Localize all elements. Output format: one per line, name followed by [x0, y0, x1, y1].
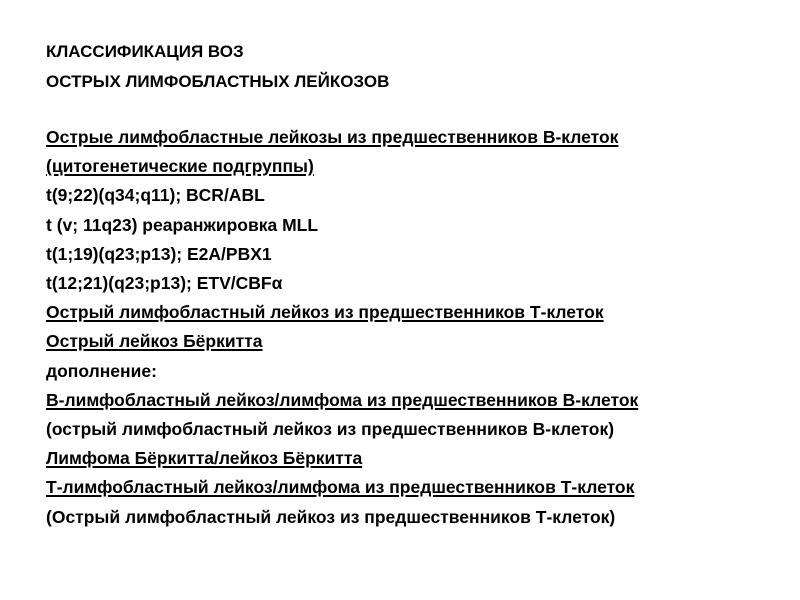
body-line: (острый лимфобластный лейкоз из предшественников В-клеток)	[46, 419, 615, 440]
body-line: t (v; 11q23) реаранжировка MLL	[46, 214, 319, 235]
body-line: Острый лейкоз Бёркитта	[46, 331, 263, 352]
body-line: Острые лимфобластные лейкозы из предшественников В-клеток	[46, 127, 619, 147]
title-line-2: ОСТРЫХ ЛИМФОБЛАСТНЫХ ЛЕЙКОЗОВ	[46, 72, 390, 91]
body-line: t(12;21)(q23;p13); ETV/CBFα	[46, 273, 283, 294]
body-line: Т-лимфобластный лейкоз/лимфома из предшественников Т-клеток	[46, 477, 635, 498]
body-line: В-лимфобластный лейкоз/лимфома из предшественников В-клеток	[46, 389, 639, 410]
body-line: (Острый лимфобластный лейкоз из предшественников Т-клеток)	[46, 506, 616, 527]
body-line: t(9;22)(q34;q11); BCR/ABL	[46, 185, 265, 206]
body-line: (цитогенетические подгруппы)	[46, 156, 314, 177]
slide-title	[46, 37, 766, 97]
body-line: t(1;19)(q23;p13); E2A/PBX1	[46, 243, 272, 264]
body-line: дополнение:	[46, 360, 157, 381]
slide-body	[46, 123, 786, 532]
body-line: Лимфома Бёркитта/лейкоз Бёркитта	[46, 448, 363, 469]
body-line: Острый лимфобластный лейкоз из предшественников Т-клеток	[46, 302, 604, 323]
title-line-1: КЛАССИФИКАЦИЯ ВОЗ	[46, 42, 244, 61]
